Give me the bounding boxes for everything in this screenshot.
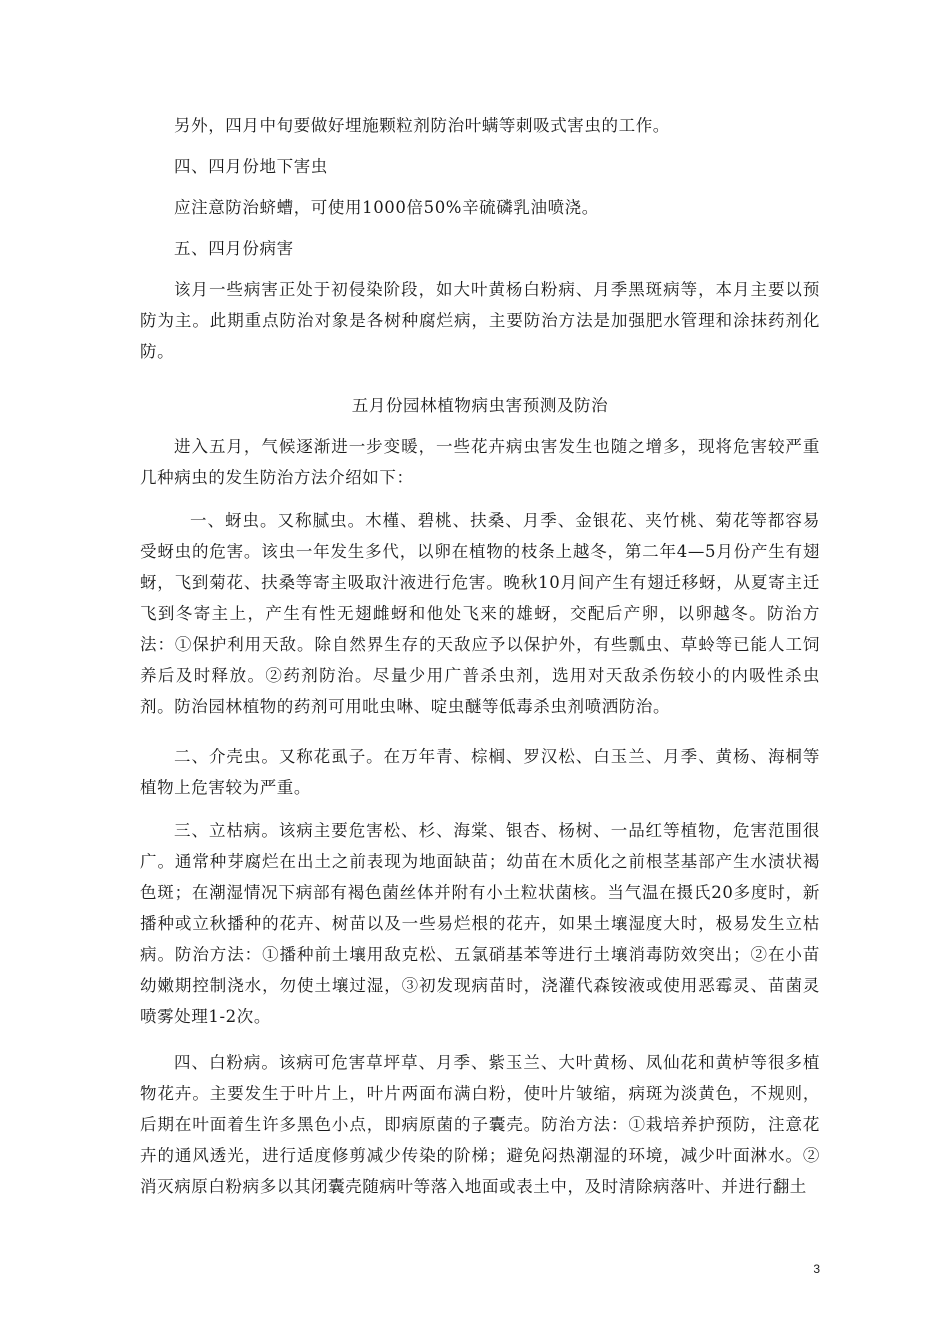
paragraph-aphids: 一、蚜虫。又称腻虫。木槿、碧桃、扶桑、月季、金银花、夹竹桃、菊花等都容易受蚜虫的危害。该虫一年发生多代，以卵在植物的枝条上越冬，第二年4—5月份产生有翅蚜，飞到菊花、扶桑等寄主吸取汁液进行危害。晚秋10月间产生有翅迁移蚜，从夏寄主迁飞到冬寄主上，产生有性无翅雌蚜和他处飞来的雄蚜，交配后产卵，以卵越冬。防治方法：①保护利用天敌。除自然界生存的天敌应予以保护外，有些瓢虫、草蛉等已能人工饲养后及时释放。②药剂防治。尽量少用广普杀虫剂，选用对天敌杀伤较小的内吸性杀虫剂。防治园林植物的药剂可用吡虫啉、啶虫醚等低毒杀虫剂喷洒防治。 bbox=[140, 511, 820, 716]
page-number: 3 bbox=[813, 1262, 820, 1276]
paragraph-leaf-mite-note: 另外，四月中旬要做好埋施颗粒剂防治叶螨等刺吸式害虫的工作。 bbox=[174, 116, 670, 135]
paragraph-grub-control: 应注意防治蛴螬，可使用1000倍50%辛硫磷乳油喷浇。 bbox=[174, 198, 599, 217]
paragraph-damping-off: 三、立枯病。该病主要危害松、杉、海棠、银杏、杨树、一品红等植物，危害范围很广。通常种芽腐烂在出土之前表现为地面缺苗；幼苗在木质化之前根茎基部产生水渍状褐色斑；在潮湿情况下病部有褐色菌丝体并附有小土粒状菌核。当气温在摄氏20多度时，新播种或立秋播种的花卉、树苗以及一些易烂根的花卉，如果土壤湿度大时，极易发生立枯病。防治方法：①播种前土壤用敌克松、五氯硝基苯等进行土壤消毒防效突出；②在小苗幼嫩期控制浇水，勿使土壤过湿，③初发现病苗时，浇灌代森铵液或使用恶霉灵、苗菌灵喷雾处理1-2次。 bbox=[140, 821, 820, 1026]
heading-april-diseases: 五、四月份病害 bbox=[174, 239, 294, 258]
paragraph-powdery-mildew: 四、白粉病。该病可危害草坪草、月季、紫玉兰、大叶黄杨、凤仙花和黄栌等很多植物花卉。主要发生于叶片上，叶片两面布满白粉，使叶片皱缩，病斑为淡黄色，不规则，后期在叶面着生许多黑色小点，即病原菌的子囊壳。防治方法：①栽培养护预防，注意花卉的通风透光，进行适度修剪减少传染的阶梯；避免闷热潮湿的环境，减少叶面淋水。②消灭病原白粉病多以其闭囊壳随病叶等落入地面或表土中，及时清除病落叶、并进行翻土 bbox=[140, 1053, 820, 1196]
paragraph-may-intro: 进入五月，气候逐渐进一步变暖，一些花卉病虫害发生也随之增多，现将危害较严重几种病虫的发生防治方法介绍如下： bbox=[140, 437, 820, 487]
paragraph-scale-insects: 二、介壳虫。又称花虱子。在万年青、棕榈、罗汉松、白玉兰、月季、黄杨、海桐等植物上危害较为严重。 bbox=[140, 747, 820, 797]
section-title-may: 五月份园林植物病虫害预测及防治 bbox=[351, 396, 609, 415]
heading-april-underground-pests: 四、四月份地下害虫 bbox=[174, 157, 328, 176]
paragraph-april-diseases: 该月一些病害正处于初侵染阶段，如大叶黄杨白粉病、月季黑斑病等，本月主要以预防为主。此期重点防治对象是各树种腐烂病，主要防治方法是加强肥水管理和涂抹药剂化防。 bbox=[140, 280, 820, 361]
